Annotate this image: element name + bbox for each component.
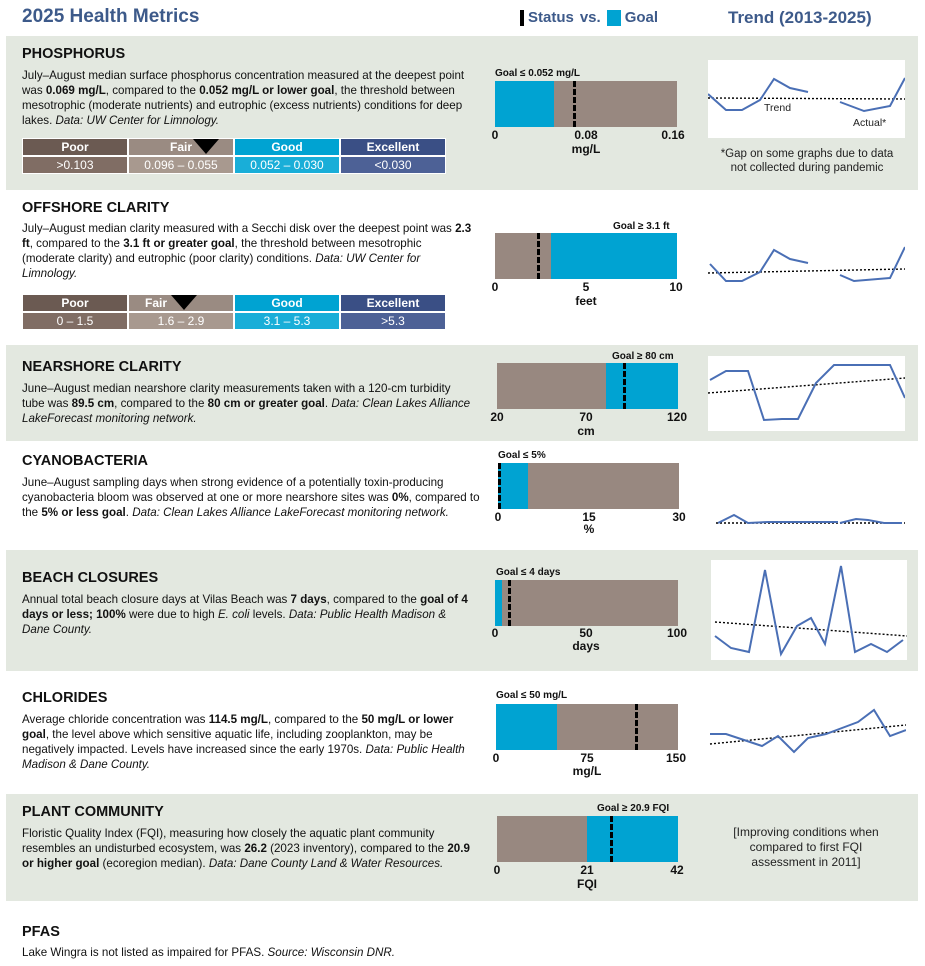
nearshore-description: June–August median nearshore clarity measurements taken with a 120-cm turbidity tube was 89.5 cm, compared to the 80 cm or greater goal. Data: Clean Lakes Alliance LakeForecast monitoring network. [22, 382, 471, 425]
axis-tick-mid: 15 [582, 510, 596, 524]
offshore-description: July–August median clarity measured with a Secchi disk over the deepest point was 2.3 ft, compared to the 3.1 ft or greater goal, the threshold between mesotrophic (moderate clarity) and eutrophic (poor clarity) conditions. Data: UW Center for Limnology. [22, 222, 472, 280]
offshore-bar [495, 233, 677, 279]
axis-tick-min: 20 [490, 410, 504, 424]
legend-goal-label: Goal [624, 9, 659, 26]
axis-tick-min: 0 [491, 128, 499, 142]
axis-tick-mid: 21 [580, 863, 594, 877]
axis-tick-mid: 0.08 [574, 128, 598, 142]
phosphorus-trend-chart [708, 60, 905, 138]
actual-line [710, 710, 906, 752]
axis-tick-max: 0.16 [661, 128, 685, 142]
status-dash-icon [520, 10, 524, 26]
goal-segment [498, 463, 528, 509]
goal-swatch-icon [607, 10, 621, 26]
plant-description: Floristic Quality Index (FQI), measuring how closely the aquatic plant community resembles an undisturbed ecosystem, was 26.2 (2023 inventory), compared to the 20.9 or higher goal (ecoregion median). Data: Dane County Land & Water Resources. [22, 827, 470, 870]
rating-excellent-range: <0.030 [340, 156, 446, 174]
cyano-trend-chart [708, 455, 905, 535]
axis-tick-mid: 75 [580, 751, 594, 765]
axis-unit: days [572, 639, 600, 653]
actual-line [710, 250, 808, 281]
status-marker [508, 580, 511, 626]
rating-poor: Poor [22, 138, 128, 156]
page-title: 2025 Health Metrics [22, 6, 200, 27]
chlorides-bar [496, 704, 678, 750]
legend [520, 9, 658, 26]
trend-line [708, 269, 905, 273]
offshore-title: OFFSHORE CLARITY [22, 200, 170, 216]
status-marker [635, 704, 638, 750]
status-marker [498, 463, 501, 509]
offshore-rating-table [22, 294, 446, 330]
axis-unit: % [583, 522, 595, 536]
beach-title: BEACH CLOSURES [22, 570, 159, 586]
pfas-description: Lake Wingra is not listed as impaired for PFAS. Source: Wisconsin DNR. [22, 946, 395, 959]
axis-unit: mg/L [571, 142, 601, 156]
rating-good-range: 3.1 – 5.3 [234, 312, 340, 330]
axis-tick-max: 30 [672, 510, 686, 524]
actual-label: Actual* [853, 117, 887, 129]
rating-fair-range: 1.6 – 2.9 [128, 312, 234, 330]
rating-good: Good [234, 138, 340, 156]
offshore-trend-chart [708, 232, 905, 292]
nearshore-trend-chart [708, 356, 905, 431]
beach-goal-label: Goal ≤ 4 days [496, 567, 561, 578]
axis-tick-min: 0 [491, 280, 499, 294]
chlorides-description: Average chloride concentration was 114.5 mg/L, compared to the 50 mg/L or lower goal, the level above which sensitive aquatic life, including zooplankton, may be negatively impacted. Levels have increased since the early 1970s. Data: Public Health Madison & Dane County. [22, 713, 465, 771]
status-marker [623, 363, 626, 409]
trend-line [708, 378, 905, 393]
rating-good-range: 0.052 – 0.030 [234, 156, 340, 174]
axis-tick-max: 100 [666, 626, 688, 640]
beach-description: Annual total beach closure days at Vilas Beach was 7 days, compared to the goal of 4 days or less; 100% were due to high E. coli levels. Data: Public Health Madison & Dane County. [22, 593, 468, 636]
plant-bar [497, 816, 678, 862]
trend-label: Trend [764, 102, 792, 114]
phosphorus-bar [495, 81, 677, 127]
axis-tick-mid: 50 [579, 626, 593, 640]
rating-poor: Poor [22, 294, 128, 312]
rating-fair: Fair [128, 138, 234, 156]
current-rating-marker-icon [193, 139, 219, 154]
status-marker [573, 81, 576, 127]
phosphorus-rating-table [22, 138, 446, 174]
rating-poor-range: 0 – 1.5 [22, 312, 128, 330]
phosphorus-goal-label: Goal ≤ 0.052 mg/L [495, 68, 580, 79]
nearshore-title: NEARSHORE CLARITY [22, 359, 182, 375]
rating-poor-range: >0.103 [22, 156, 128, 174]
actual-line [840, 78, 905, 111]
axis-tick-min: 0 [493, 863, 501, 877]
axis-unit: feet [575, 294, 597, 308]
chlorides-goal-label: Goal ≤ 50 mg/L [496, 690, 568, 701]
status-marker [610, 816, 613, 862]
axis-tick-min: 0 [494, 510, 502, 524]
goal-segment [551, 233, 677, 279]
cyano-title: CYANOBACTERIA [22, 453, 148, 469]
axis-unit: FQI [577, 877, 597, 891]
axis-tick-mid: 70 [579, 410, 593, 424]
pandemic-note: *Gap on some graphs due to data not collected during pandemic [720, 148, 894, 174]
rating-fair-range: 0.096 – 0.055 [128, 156, 234, 174]
phosphorus-title: PHOSPHORUS [22, 46, 126, 62]
actual-line [710, 365, 905, 420]
trend-line [715, 622, 907, 636]
rating-excellent: Excellent [340, 138, 446, 156]
axis-tick-max: 42 [670, 863, 684, 877]
axis-tick-max: 10 [669, 280, 683, 294]
phosphorus-description: July–August median surface phosphorus concentration measured at the deepest point was 0.069 mg/L, compared to the 0.052 mg/L or lower goal, the threshold between mesotrophic (moderate nutrients) and eutrophic (excess nutrients) conditions for deep lakes. Data: UW Center for Limnology. [22, 69, 465, 127]
status-marker [537, 233, 540, 279]
nearshore-bar [497, 363, 678, 409]
rating-good: Good [234, 294, 340, 312]
rating-fair: Fair [128, 294, 234, 312]
axis-tick-mid: 5 [582, 280, 590, 294]
axis-tick-max: 150 [665, 751, 687, 765]
actual-line [708, 79, 808, 110]
trend-line [708, 98, 905, 99]
actual-line [715, 566, 903, 654]
chlorides-title: CHLORIDES [22, 690, 108, 706]
cyano-bar [498, 463, 679, 509]
plant-title: PLANT COMMUNITY [22, 804, 164, 820]
axis-unit: cm [577, 424, 595, 438]
cyano-goal-label: Goal ≤ 5% [498, 450, 546, 461]
actual-line [840, 247, 905, 281]
goal-segment [495, 81, 554, 127]
rating-excellent-range: >5.3 [340, 312, 446, 330]
beach-bar [495, 580, 678, 626]
offshore-goal-label: Goal ≥ 3.1 ft [613, 221, 670, 232]
current-rating-marker-icon [171, 295, 197, 310]
chlorides-trend-chart [708, 700, 906, 770]
beach-trend-chart [711, 560, 907, 660]
axis-tick-max: 120 [666, 410, 688, 424]
pfas-title: PFAS [22, 924, 60, 940]
trend-title: Trend (2013-2025) [728, 8, 872, 27]
legend-status-label: Status [528, 9, 574, 26]
plant-goal-label: Goal ≥ 20.9 FQI [597, 803, 670, 814]
axis-unit: mg/L [572, 764, 602, 778]
nearshore-goal-label: Goal ≥ 80 cm [612, 351, 674, 362]
rating-excellent: Excellent [340, 294, 446, 312]
actual-line [718, 515, 838, 523]
cyano-description: June–August sampling days when strong evidence of a potentially toxin-producing cyanobacteria bloom was observed at one or more nearshore sites was 0%, compared to the 5% or less goal. Data: Clean Lakes Alliance LakeForecast monitoring network. [22, 476, 480, 519]
goal-segment [606, 363, 678, 409]
axis-tick-min: 0 [492, 751, 500, 765]
axis-tick-min: 0 [491, 626, 499, 640]
goal-segment [495, 580, 502, 626]
legend-vs-label: vs. [579, 9, 601, 26]
plant-note: [Improving conditions when compared to first FQI assessment in 2011] [733, 825, 879, 869]
trend-line [710, 725, 906, 744]
goal-segment [496, 704, 557, 750]
goal-segment [587, 816, 678, 862]
